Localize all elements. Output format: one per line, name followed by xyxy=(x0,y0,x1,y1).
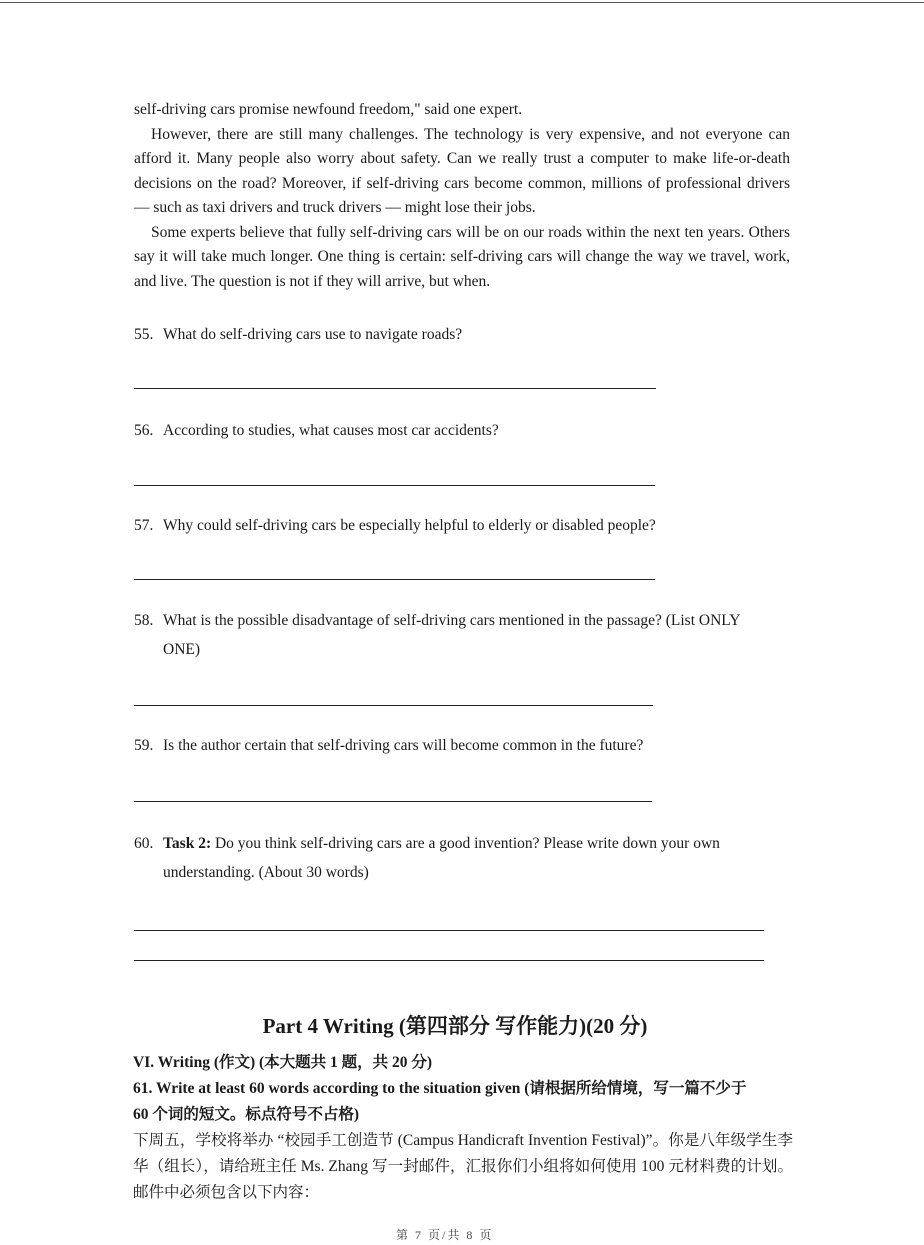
writing-task: 61. Write at least 60 words according to the situation given (请根据所给情境，写一篇不少于 xyxy=(133,1080,747,1097)
question-number: 59. xyxy=(134,737,154,754)
answer-line-58[interactable] xyxy=(134,705,653,706)
question-text: According to studies, what causes most car accidents? xyxy=(163,422,499,439)
question-number: 58. xyxy=(134,612,154,629)
page-number: 第 7 页/共 8 页 xyxy=(396,1228,494,1242)
passage-paragraph: self-driving cars promise newfound freedom," said one expert. xyxy=(134,101,523,118)
question-text: Why could self-driving cars be especially helpful to elderly or disabled people? xyxy=(163,517,656,534)
answer-line-56[interactable] xyxy=(134,485,655,486)
part-4-title: Part 4 Writing (第四部分 写作能力)(20 分) xyxy=(262,1014,648,1038)
answer-line-60b[interactable] xyxy=(134,960,764,961)
question-number: 55. xyxy=(134,326,154,343)
question-number: 60. xyxy=(134,835,154,852)
question-59 xyxy=(134,731,794,760)
writing-section xyxy=(133,1050,793,1206)
question-56 xyxy=(134,416,794,445)
question-number: 57. xyxy=(134,517,154,534)
top-rule xyxy=(0,2,924,3)
reading-passage xyxy=(134,98,790,294)
passage-paragraph: Some experts believe that fully self-driving cars will be on our roads within the next ten years. Others say it will take much longer. One thing is certain: self-driving cars will change the way we travel, work, and live. The question is not if they will arrive, but when. xyxy=(134,223,790,290)
question-text: What is the possible disadvantage of self-driving cars mentioned in the passage? (List ONLY xyxy=(163,612,741,629)
question-text: What do self-driving cars use to navigate roads? xyxy=(163,326,463,343)
question-text: Is the author certain that self-driving cars will become common in the future? xyxy=(163,737,644,754)
question-58 xyxy=(134,606,794,664)
question-text-continued: ONE) xyxy=(163,641,201,658)
section-heading: VI. Writing (作文) (本大题共 1 题，共 20 分) xyxy=(133,1054,433,1071)
question-60 xyxy=(134,829,794,887)
question-text: Do you think self-driving cars are a good invention? Please write down your own xyxy=(211,835,720,852)
question-57 xyxy=(134,511,794,540)
answer-line-55[interactable] xyxy=(134,388,656,389)
question-55 xyxy=(134,320,794,349)
answer-line-59[interactable] xyxy=(134,801,652,802)
question-number: 56. xyxy=(134,422,154,439)
answer-line-57[interactable] xyxy=(134,579,655,580)
writing-situation: 下周五，学校将举办 “校园手工创造节 (Campus Handicraft Invention Festival)”。你是八年级学生李华（组长），请给班主任 Ms. Zhang 写一封邮件，汇报你们小组将如何使用 100 元材料费的计划。邮件中必须包含以下内容： xyxy=(133,1132,793,1201)
passage-paragraph: However, there are still many challenges. The technology is very expensive, and not everyone can afford it. Many people also worry about safety. Can we really trust a computer to make life-or-death decisions on the road? Moreover, if self-driving cars become common, millions of professional drivers — such as taxi drivers and truck drivers — might lose their jobs. xyxy=(134,125,790,216)
writing-task-continued: 60 个词的短文。标点符号不占格) xyxy=(133,1106,360,1123)
answer-line-60a[interactable] xyxy=(134,930,764,931)
task-label: Task 2: xyxy=(163,835,212,852)
question-text-continued: understanding. (About 30 words) xyxy=(163,864,369,881)
